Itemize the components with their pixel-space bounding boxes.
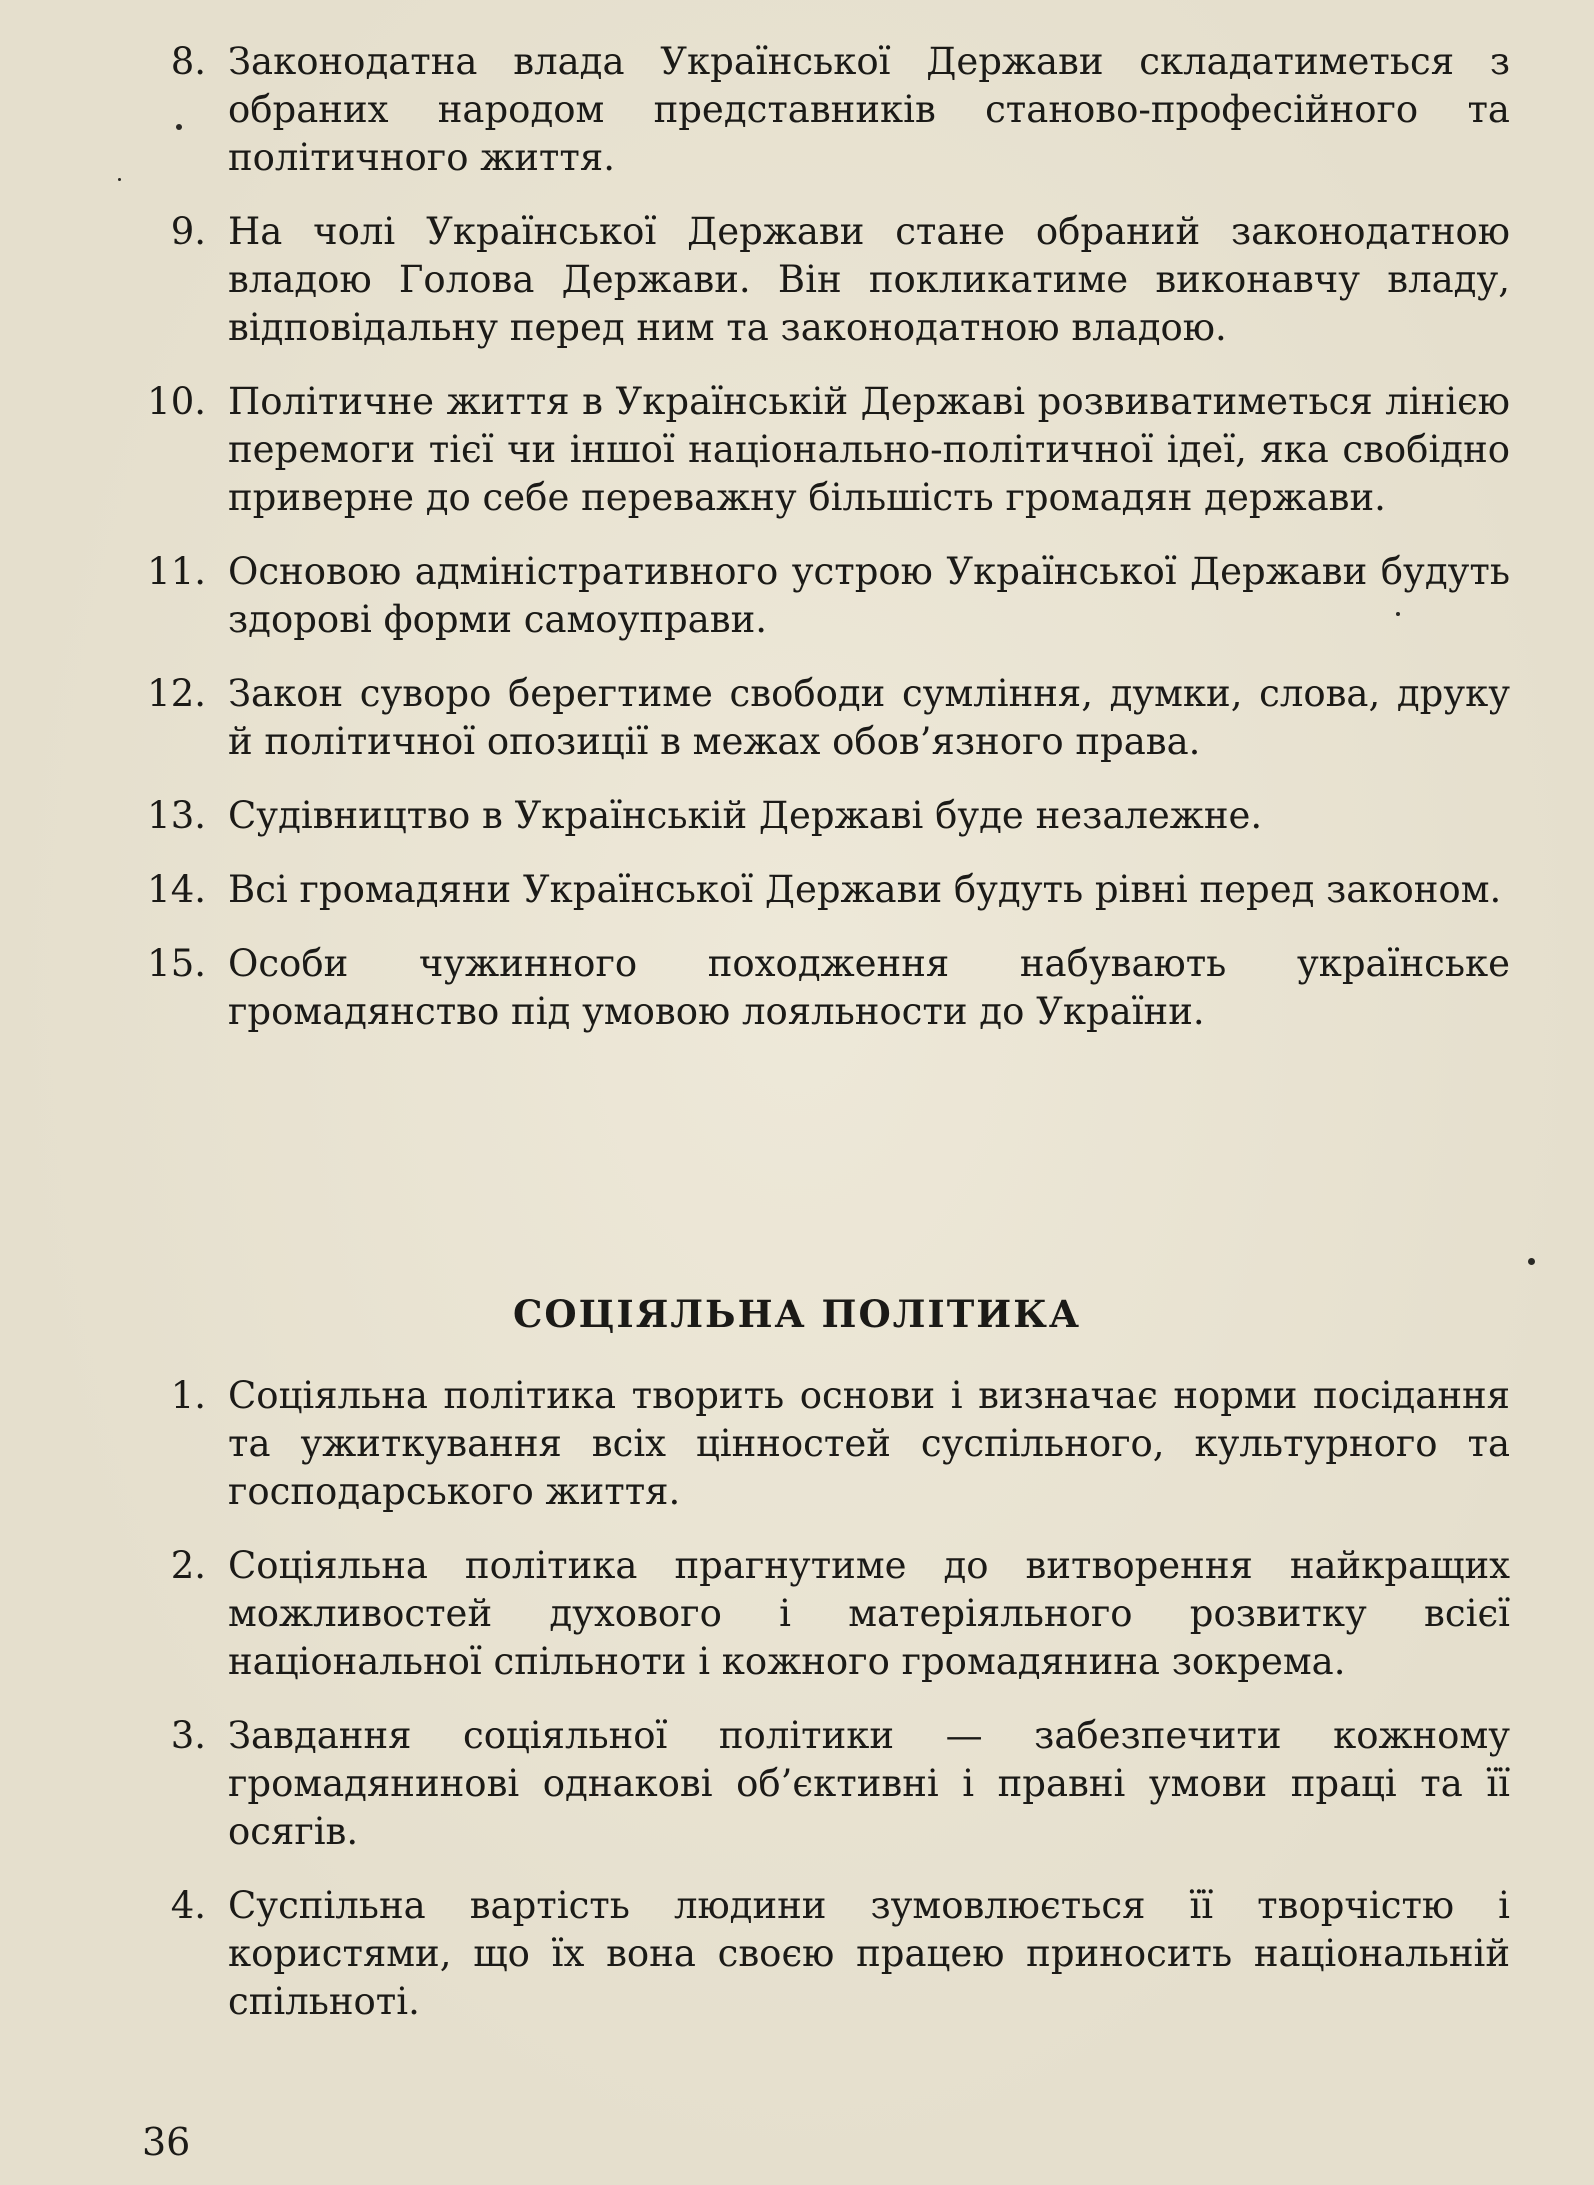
item-text: Політичне життя в Українській Державі розвиватиметься лінією перемоги тієї чи іншої національно-політичної ідеї, яка свобідно приверне до себе переважну більшість громадян держави. [228,380,1510,519]
list-item [140,670,1510,766]
scan-speck [118,178,121,181]
list-item [140,378,1510,522]
list-item [140,1372,1510,1516]
list-item [140,1542,1510,1686]
numbered-list-political [140,38,1510,1062]
item-number: 8. [170,40,206,83]
item-number: 3. [170,1714,206,1757]
list-item [140,548,1510,644]
list-item [140,866,1510,914]
item-text: Основою адміністративного устрою Української Держави будуть здорові форми самоуправи. [228,550,1510,641]
item-text: Соціяльна політика творить основи і визначає норми посідання та ужиткування всіх цінностей суспільного, культурного та господарського життя. [228,1374,1510,1513]
item-text: Законодатна влада Української Держави складатиметься з обраних народом представників станово-професійного та політичного життя. [228,40,1510,179]
item-text: На чолі Української Держави стане обраний законодатною владою Голова Держави. Він покликатиме виконавчу владу, відповідальну перед ним та законодатною владою. [228,210,1510,349]
item-number: 2. [170,1544,206,1587]
section-heading: СОЦІЯЛЬНА ПОЛІТИКА [512,1292,1082,1336]
list-item [140,1712,1510,1856]
item-text: Суспільна вартість людини зумовлюється її творчістю і користями, що їх вона своєю працею приносить національній спільноті. [228,1884,1510,2023]
page-number: 36 [142,2120,191,2164]
item-number: 4. [170,1884,206,1927]
scan-speck [176,124,182,130]
list-item [140,792,1510,840]
item-number: 13. [147,794,206,837]
item-number: 1. [170,1374,206,1417]
list-item [140,940,1510,1036]
list-item [140,38,1510,182]
item-number: 10. [147,380,206,423]
item-number: 15. [147,942,206,985]
list-item [140,1882,1510,2026]
item-number: 12. [147,672,206,715]
item-text: Особи чужинного походження набувають українське громадянство під умовою лояльности до України. [228,942,1510,1033]
item-text: Закон суворо берегтиме свободи сумління, думки, слова, друку й політичної опозиції в межах обов’язного права. [228,672,1510,763]
item-number: 11. [147,550,206,593]
scan-speck [1528,1258,1535,1265]
item-number: 9. [170,210,206,253]
item-number: 14. [147,868,206,911]
item-text: Завдання соціяльної політики — забезпечити кожному громадянинові однакові об’єктивні і правні умови праці та її осягів. [228,1714,1510,1853]
list-item [140,208,1510,352]
item-text: Всі громадяни Української Держави будуть рівні перед законом. [228,868,1502,911]
item-text: Судівництво в Українській Державі буде незалежне. [228,794,1263,837]
item-text: Соціяльна політика прагнутиме до витворення найкращих можливостей духового і матеріяльного розвитку всієї національної спільноти і кожного громадянина зокрема. [228,1544,1510,1683]
numbered-list-social [140,1372,1510,2052]
scan-speck [1396,612,1400,616]
